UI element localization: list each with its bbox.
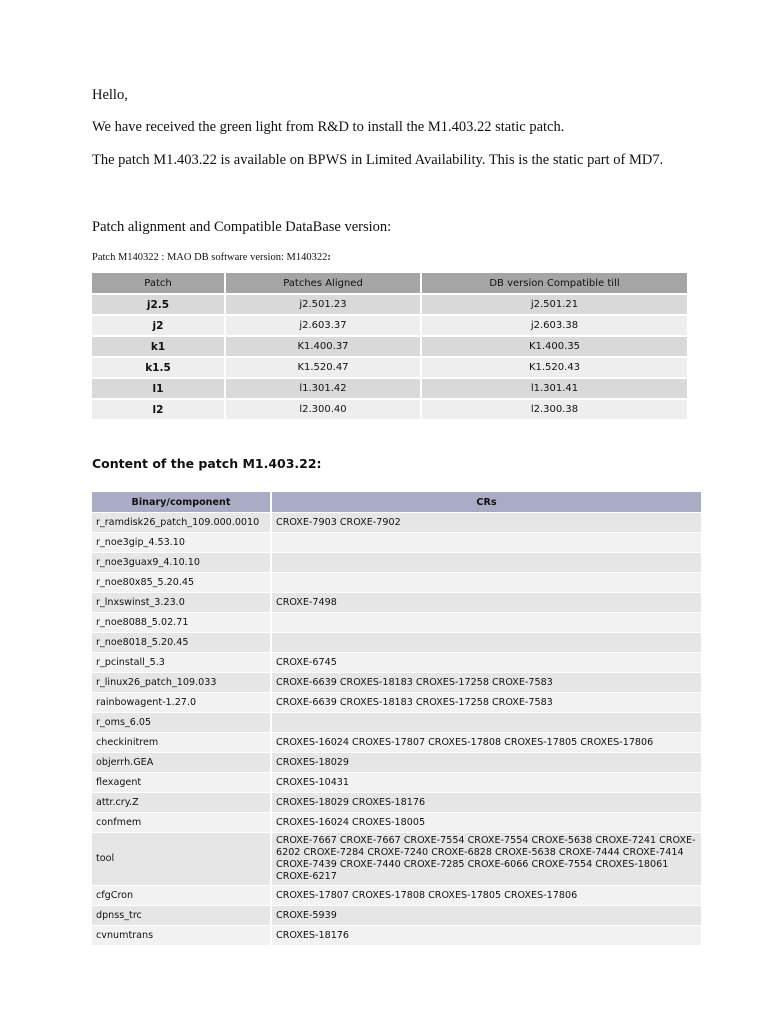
cell-crs: CROXE-5939 [271, 906, 702, 926]
cell-binary-component: flexagent [92, 773, 271, 793]
alignment-table-row [92, 294, 688, 315]
cell-binary-component: r_oms_6.05 [92, 713, 271, 733]
content-table-row [92, 906, 702, 926]
cell-crs: CROXE-6745 [271, 653, 702, 673]
cell-patch: l1 [92, 378, 225, 399]
cell-patch: k1 [92, 336, 225, 357]
header-patch: Patch [92, 273, 225, 294]
cell-binary-component: r_noe8088_5.02.71 [92, 613, 271, 633]
content-table-row [92, 533, 702, 553]
content-table-row [92, 593, 702, 613]
cell-patches-aligned: l2.300.40 [225, 399, 421, 420]
cell-db-version: K1.400.35 [421, 336, 688, 357]
cell-patches-aligned: j2.603.37 [225, 315, 421, 336]
cell-binary-component: confmem [92, 813, 271, 833]
cell-crs: CROXES-18029 CROXES-18176 [271, 793, 702, 813]
alignment-table-row [92, 357, 688, 378]
cell-binary-component: r_lnxswinst_3.23.0 [92, 593, 271, 613]
alignment-table-row [92, 399, 688, 420]
cell-crs: CROXE-6639 CROXES-18183 CROXES-17258 CROXE-7583 [271, 673, 702, 693]
cell-crs [271, 573, 702, 593]
cell-crs: CROXE-7498 [271, 593, 702, 613]
cell-crs: CROXES-17807 CROXES-17808 CROXES-17805 CROXES-17806 [271, 886, 702, 906]
content-table-row [92, 926, 702, 946]
cell-crs: CROXES-18029 [271, 753, 702, 773]
content-table-row [92, 693, 702, 713]
content-table-row [92, 733, 702, 753]
cell-crs: CROXE-7667 CROXE-7667 CROXE-7554 CROXE-7554 CROXE-5638 CROXE-7241 CROXE-6202 CROXE-7284 CROXE-7240 CROXE-6828 CROXE-5638 CROXE-7444 CROXE-7414 CROXE-7439 CROXE-7440 CROXE-7285 CROXE-6066 CROXE-7554 CROXES-18061 CROXE-6217 [271, 833, 702, 886]
cell-db-version: l1.301.41 [421, 378, 688, 399]
cell-patch: l2 [92, 399, 225, 420]
cell-binary-component: dpnss_trc [92, 906, 271, 926]
cell-db-version: K1.520.43 [421, 357, 688, 378]
patch-note-text: Patch M140322 : MAO DB software version: M140322 [92, 252, 328, 263]
cell-patch: j2 [92, 315, 225, 336]
patch-note-colon: : [327, 252, 331, 263]
cell-patch: j2.5 [92, 294, 225, 315]
cell-crs: CROXES-10431 [271, 773, 702, 793]
cell-crs [271, 553, 702, 573]
cell-binary-component: cvnumtrans [92, 926, 271, 946]
content-table-row [92, 613, 702, 633]
cell-binary-component: cfgCron [92, 886, 271, 906]
cell-crs [271, 613, 702, 633]
cell-crs: CROXES-18176 [271, 926, 702, 946]
cell-binary-component: attr.cry.Z [92, 793, 271, 813]
alignment-table-row [92, 336, 688, 357]
cell-binary-component: rainbowagent-1.27.0 [92, 693, 271, 713]
cell-db-version: j2.501.21 [421, 294, 688, 315]
cell-binary-component: objerrh.GEA [92, 753, 271, 773]
header-binary-component: Binary/component [92, 492, 271, 513]
cell-patches-aligned: l1.301.42 [225, 378, 421, 399]
header-db-version: DB version Compatible till [421, 273, 688, 294]
paragraph-green-light: We have received the green light from R&D to install the M1.403.22 static patch. [92, 119, 565, 135]
cell-patches-aligned: K1.520.47 [225, 357, 421, 378]
section-title-patch-alignment: Patch alignment and Compatible DataBase version: [92, 219, 392, 235]
content-title: Content of the patch M1.403.22: [92, 456, 322, 471]
cell-binary-component: r_noe3gip_4.53.10 [92, 533, 271, 553]
patch-note [92, 249, 331, 267]
content-table-row [92, 886, 702, 906]
cell-db-version: l2.300.38 [421, 399, 688, 420]
content-table-row [92, 793, 702, 813]
cell-binary-component: r_ramdisk26_patch_109.000.0010 [92, 513, 271, 533]
alignment-table-header-row [92, 273, 688, 294]
cell-crs [271, 713, 702, 733]
cell-patches-aligned: K1.400.37 [225, 336, 421, 357]
paragraph-availability: The patch M1.403.22 is available on BPWS in Limited Availability. This is the static part of MD7. [92, 152, 664, 168]
cell-patches-aligned: j2.501.23 [225, 294, 421, 315]
alignment-table-row [92, 315, 688, 336]
content-table-header-row [92, 492, 702, 513]
cell-crs: CROXES-16024 CROXES-17807 CROXES-17808 CROXES-17805 CROXES-17806 [271, 733, 702, 753]
content-table-row [92, 753, 702, 773]
cell-db-version: j2.603.38 [421, 315, 688, 336]
cell-crs: CROXE-7903 CROXE-7902 [271, 513, 702, 533]
cell-binary-component: r_noe80x85_5.20.45 [92, 573, 271, 593]
cell-crs: CROXES-16024 CROXES-18005 [271, 813, 702, 833]
cell-binary-component: r_noe3guax9_4.10.10 [92, 553, 271, 573]
cell-crs: CROXE-6639 CROXES-18183 CROXES-17258 CROXE-7583 [271, 693, 702, 713]
header-patches-aligned: Patches Aligned [225, 273, 421, 294]
content-table [92, 492, 703, 946]
cell-binary-component: r_linux26_patch_109.033 [92, 673, 271, 693]
header-crs: CRs [271, 492, 702, 513]
content-table-row [92, 633, 702, 653]
content-table-row [92, 553, 702, 573]
content-table-row [92, 653, 702, 673]
content-table-row [92, 713, 702, 733]
content-table-row [92, 673, 702, 693]
alignment-table-row [92, 378, 688, 399]
cell-patch: k1.5 [92, 357, 225, 378]
greeting-text: Hello, [92, 87, 128, 103]
alignment-table [92, 273, 689, 421]
content-table-row [92, 773, 702, 793]
content-table-row [92, 813, 702, 833]
content-table-row [92, 833, 702, 886]
cell-binary-component: r_noe8018_5.20.45 [92, 633, 271, 653]
cell-binary-component: r_pcinstall_5.3 [92, 653, 271, 673]
content-table-row [92, 513, 702, 533]
cell-crs [271, 533, 702, 553]
cell-binary-component: checkinitrem [92, 733, 271, 753]
cell-binary-component: tool [92, 833, 271, 886]
content-table-row [92, 573, 702, 593]
cell-crs [271, 633, 702, 653]
